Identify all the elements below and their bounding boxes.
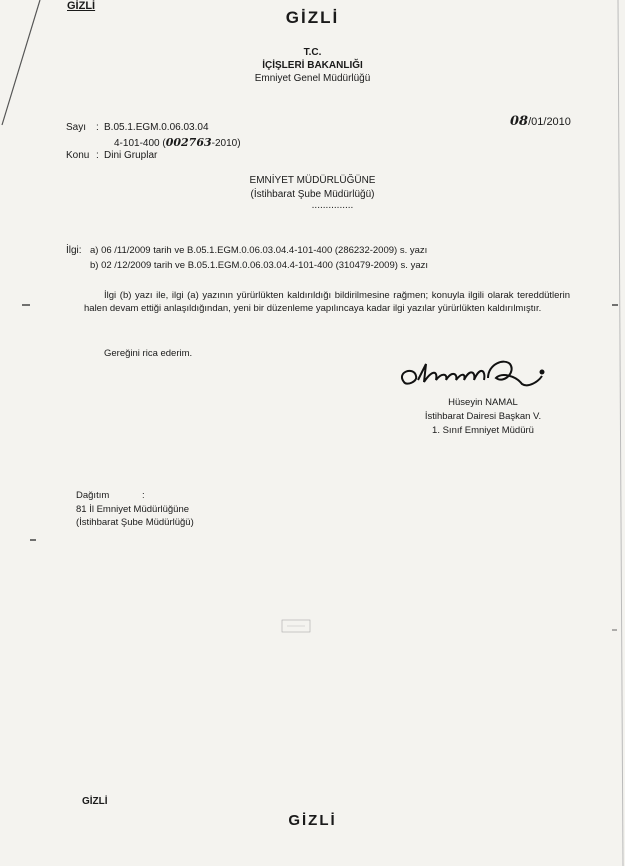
distribution-line2: (İstihbarat Şube Müdürlüğü) — [76, 517, 194, 528]
signatory-title2: 1. Sınıf Emniyet Müdürü — [432, 425, 534, 436]
classification-header: GİZLİ — [285, 8, 340, 27]
distribution-line1: 81 İl Emniyet Müdürlüğüne — [76, 504, 190, 515]
document-date: 08/01/2010 — [510, 114, 571, 129]
letterhead-ministry: İÇİŞLERİ BAKANLIĞI — [262, 60, 363, 71]
distribution-colon: : — [142, 490, 145, 501]
classification-mark-bottom-left: GİZLİ — [82, 796, 108, 807]
document-page: GİZLİ GİZLİ T.C. İÇİŞLERİ BAKANLIĞI Emniyet Genel Müdürlüğü Sayı : B.05.1.EGM.0.06.03.04 4-101-400 (002763-2010) 08/01/2010 Konu : Dini Gruplar EMNİYET MÜDÜRLÜĞÜNE (İstihbarat Şube Müdürlüğü) ............... İlgi: a) 06 /11/2009 tarih ve B.05.1.EGM.0.06.03.04.4-101-400 (286232-2009) s. yazı b) 02 /12/2009 tarih ve B.05.1.EGM.0.06.03.04.4-101-400 (310479-2009) s. yazı İlgi (b) yazı ile, ilgi (a) yazının yürürlükten kaldırıldığı bildirilmesine rağmen; konuyla ilgili olarak tereddütlerin halen devam ettiği anlaşıldığından, yeni bir düzenleme yapılıncaya kadar ilgi yazılar yürürlükten kaldırılmıştır. Gereğini rica ederim. Hüseyin NAMAL İstihbarat Dairesi Başkan V. 1. Sınıf Emniyet Müdürü Dağıtım : 81 İl Emniyet Müdürlüğüne (İstihbarat Şube Müdürlüğü) GİZLİ GİZLİ — [0, 0, 625, 866]
sayi-value-line2: 4-101-400 (002763-2010) — [114, 136, 241, 149]
classification-mark-top-left: GİZLİ — [67, 0, 96, 12]
konu-label: Konu — [66, 150, 90, 161]
classification-footer: GİZLİ — [288, 812, 337, 829]
signatory-name: Hüseyin NAMAL — [448, 397, 518, 408]
ilgi-item-a: a) 06 /11/2009 tarih ve B.05.1.EGM.0.06.03.04.4-101-400 (286232-2009) s. yazı — [90, 245, 428, 256]
recipient-dots: ............... — [311, 200, 354, 211]
handwritten-signature — [392, 352, 552, 394]
ilgi-item-b: b) 02 /12/2009 tarih ve B.05.1.EGM.0.06.03.04.4-101-400 (310479-2009) s. yazı — [90, 260, 428, 271]
recipient-line2: (İstihbarat Şube Müdürlüğü) — [250, 189, 375, 200]
konu-value: Dini Gruplar — [104, 150, 158, 161]
handwritten-number: 002763 — [165, 136, 212, 149]
distribution-label: Dağıtım — [76, 490, 110, 501]
letterhead-tc: T.C. — [303, 47, 322, 58]
sayi-label: Sayı — [66, 122, 87, 133]
sayi-value: B.05.1.EGM.0.06.03.04 — [104, 122, 209, 133]
handwritten-day: 08 — [510, 114, 529, 129]
body-paragraph: İlgi (b) yazı ile, ilgi (a) yazının yürürlükten kaldırıldığı bildirilmesine rağmen; konuyla ilgili olarak tereddütlerin halen devam ettiği anlaşıldığından, yeni bir düzenleme yapılıncaya kadar ilgi yazılar yürürlükten kaldırılmıştır. — [84, 290, 570, 314]
signatory-title1: İstihbarat Dairesi Başkan V. — [424, 411, 542, 422]
closing-line: Gereğini rica ederim. — [104, 348, 193, 359]
recipient-line1: EMNİYET MÜDÜRLÜĞÜNE — [249, 175, 376, 186]
letterhead-directorate: Emniyet Genel Müdürlüğü — [254, 73, 371, 84]
ilgi-label: İlgi: — [66, 245, 82, 256]
